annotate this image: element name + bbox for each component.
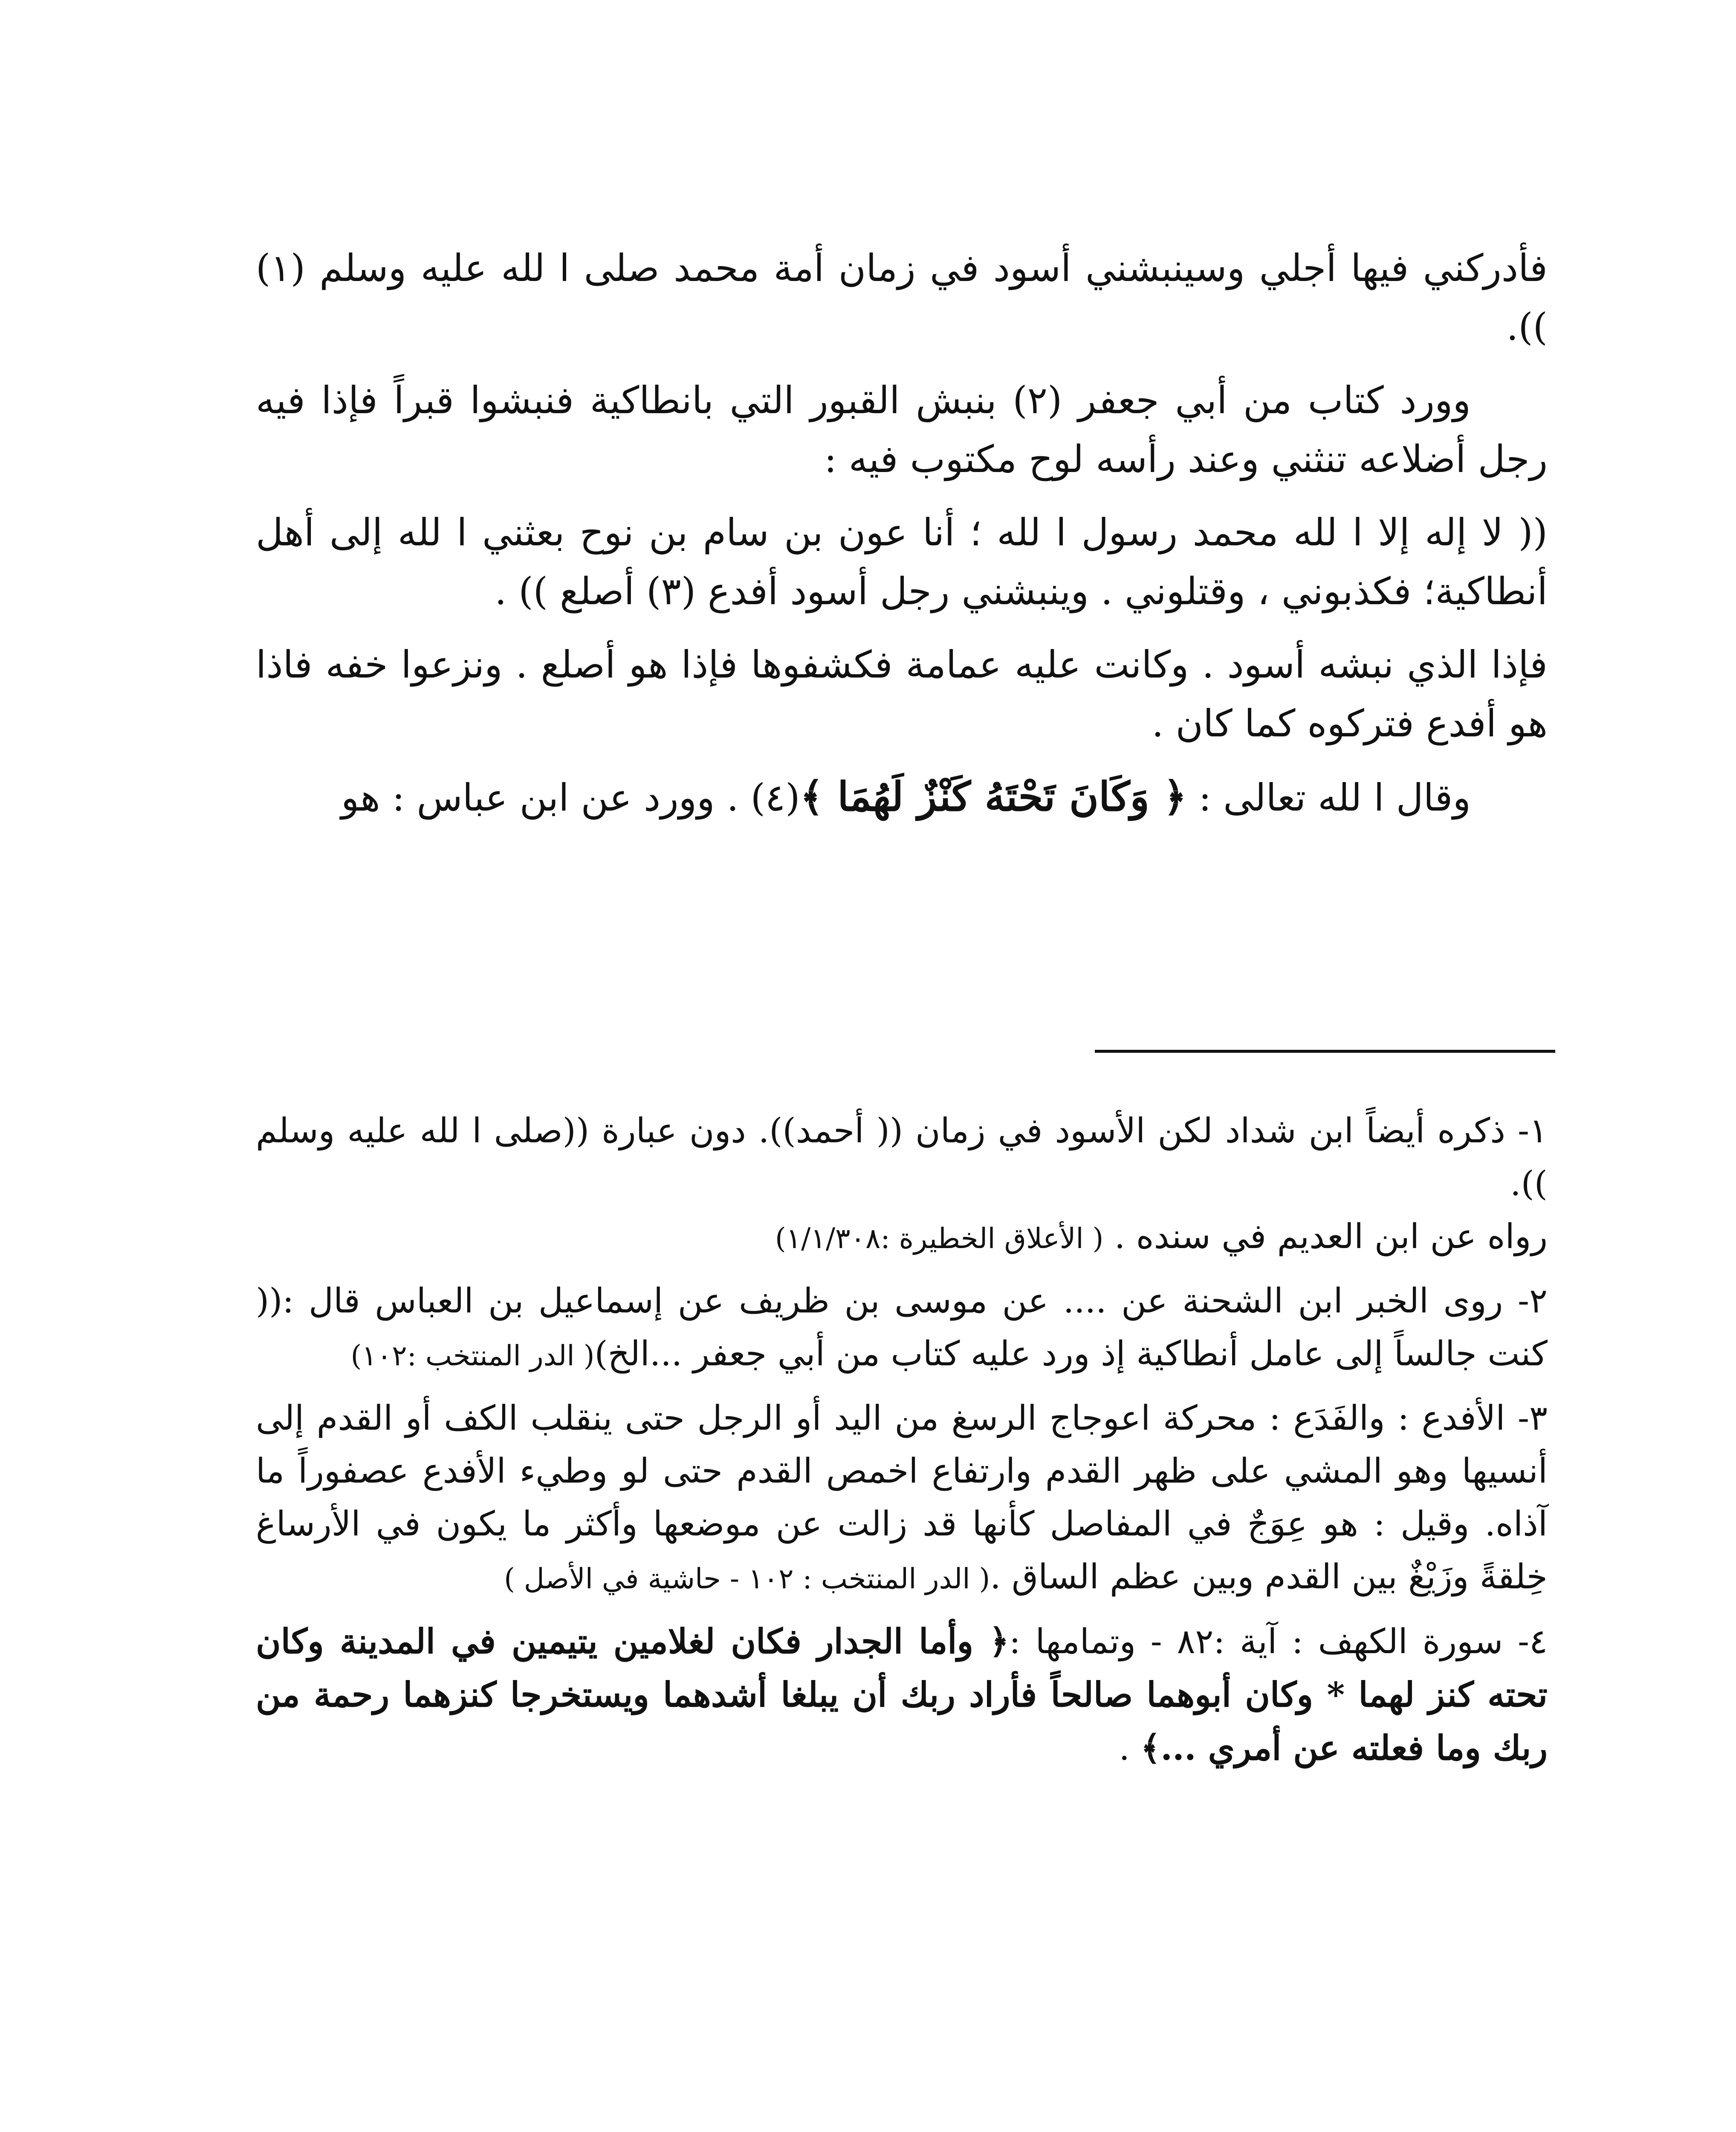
footnote-2: [256, 1275, 1548, 1382]
footnote-4-quran: ﴿ وأما الجدار فكان لغلامين يتيمين في المدينة وكان تحته كنز لهما * وكان أبوهما صالحاً فأراد ربك أن يبلغا أشدهما ويستخرجا كنزهما رحمة من ربك وما فعلته عن أمري ...﴾: [256, 1621, 1548, 1768]
footnote-divider: [1095, 1050, 1555, 1053]
paragraph-5: [256, 768, 1548, 827]
footnote-4: [256, 1615, 1548, 1775]
footnote-1: [256, 1104, 1548, 1265]
paragraph-5-continuation: (٤) . وورد عن ابن عباس : هو: [341, 776, 800, 820]
quran-verse-inline: ﴿ وَكَانَ تَحْتَهُ كَنْزٌ لَهُمَا ﴾: [800, 773, 1187, 820]
footnote-1-reference: ( الأعلاق الخطيرة :١/١/٣٠٨): [775, 1222, 1104, 1255]
paragraph-1: فأدركني فيها أجلي وسينبشني أسود في زمان أمة محمد صلى ا لله عليه وسلم (١) )).: [256, 246, 1548, 349]
footnote-4-end: .: [1119, 1728, 1141, 1768]
footnote-2-text: ٢- روى الخبر ابن الشحنة عن .... عن موسى بن ظريف عن إسماعيل بن العباس قال :(( كنت جالساً إلى عامل أنطاكية إذ ورد عليه كتاب من أبي جعفر ...الخ): [256, 1281, 1548, 1373]
paragraph-4: فإذا الذي نبشه أسود . وكانت عليه عمامة فكشفوها فإذا هو أصلع . ونزعوا خفه فاذا هو أفدع فتركوه كما كان .: [256, 643, 1548, 745]
main-text-block: [256, 239, 1548, 842]
paragraph-5-intro: وقال ا لله تعالى :: [1186, 776, 1471, 820]
paragraph-2: وورد كتاب من أبي جعفر (٢) بنبش القبور التي بانطاكية فنبشوا قبراً فإذا فيه رجل أضلاعه تنثني وعند رأسه لوح مكتوب فيه :: [256, 378, 1548, 481]
footnote-2-reference: ( الدر المنتخب :١٠٢): [350, 1339, 595, 1372]
footnote-1-line-1: ١- ذكره أيضاً ابن شداد لكن الأسود في زمان (( أحمد)). دون عبارة ((صلى ا لله عليه وسلم )).: [256, 1111, 1548, 1203]
footnote-4-intro: ٤- سورة الكهف : آية :٨٢ - وتمامها :: [1009, 1622, 1548, 1661]
footnote-1-line-2: رواه عن ابن العديم في سنده .: [1114, 1217, 1548, 1256]
footnotes-block: [256, 1104, 1548, 1784]
footnote-3-reference: ( الدر المنتخب : ١٠٢ - حاشية في الأصل ): [504, 1562, 990, 1595]
footnote-3-text: ٣- الأفدع : والفَدَع : محركة اعوجاج الرسغ من اليد أو الرجل حتى ينقلب الكف أو القدم إلى أنسيها وهو المشي على ظهر القدم وارتفاع اخمص القدم حتى لو وطيء الأفدع عصفوراً ما آذاه. وقيل : هو عِوَجٌ في المفاصل كأنها قد زالت عن موضعها وأكثر ما يكون في الأرساغ خِلقةً وزَيْغٌ بين القدم وبين عظم الساق .: [256, 1398, 1548, 1596]
footnote-3: [256, 1392, 1548, 1605]
paragraph-3: (( لا إله إلا ا لله محمد رسول ا لله ؛ أنا عون بن سام بن نوح بعثني ا لله إلى أهل أنطاكية؛ فكذبوني ، وقتلوني . وينبشني رجل أسود أفدع (٣) أصلع )) .: [256, 510, 1548, 613]
